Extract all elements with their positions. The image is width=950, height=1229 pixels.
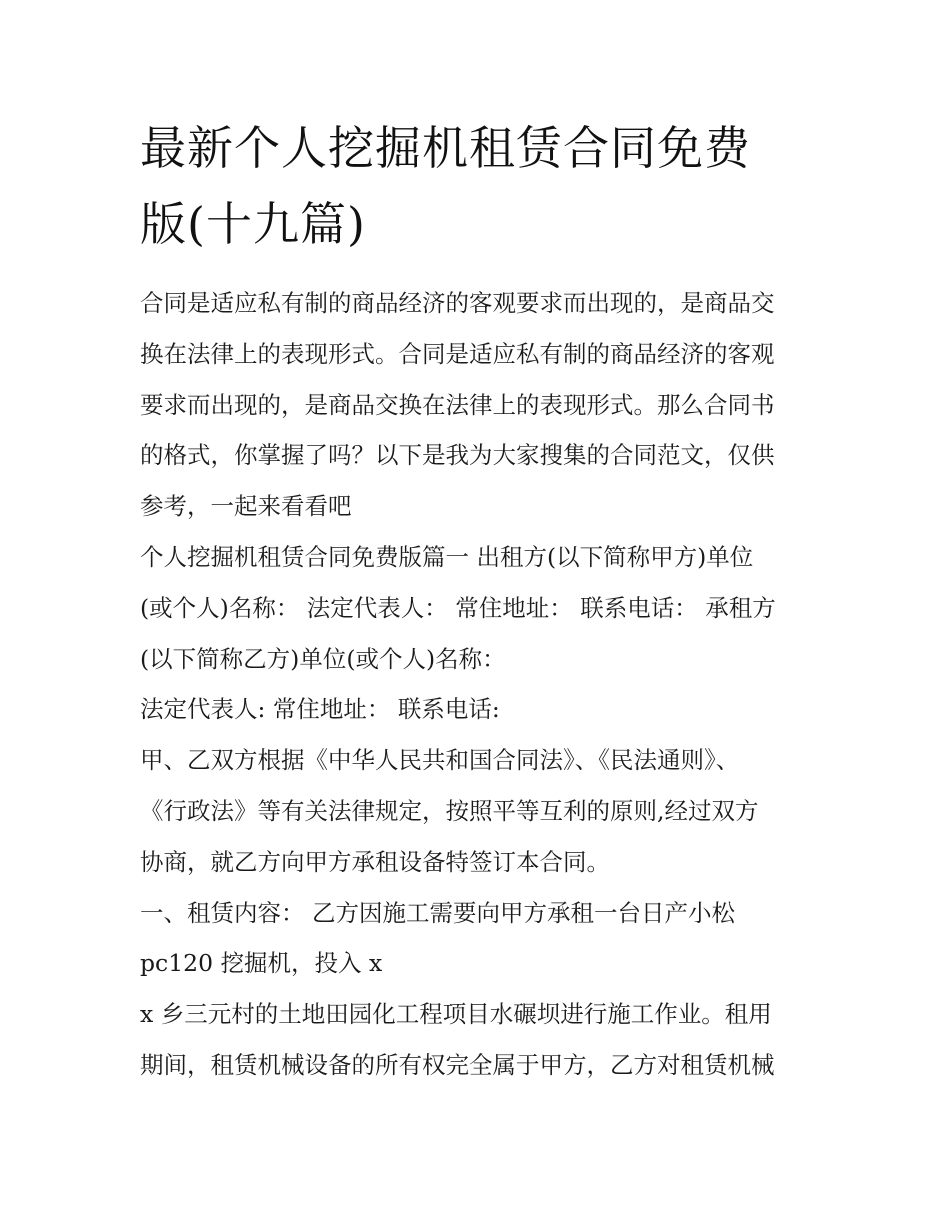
title-line-2: 版(十九篇) xyxy=(140,197,366,251)
body-line: 换在法律上的表现形式。合同是适应私有制的商品经济的客观 xyxy=(140,339,775,368)
body-line: 要求而出现的，是商品交换在法律上的表现形式。那么合同书 xyxy=(140,390,775,419)
body-line: 一、租赁内容： 乙方因施工需要向甲方承租一台日产小松 xyxy=(140,898,735,927)
body-line: x 乡三元村的土地田园化工程项目水碾坝进行施工作业。租用 xyxy=(140,1000,772,1029)
body-line: 个人挖掘机租赁合同免费版篇一 出租方(以下简称甲方)单位 xyxy=(140,542,754,571)
body-line: (或个人)名称： 法定代表人： 常住地址： 联系电话： 承租方 xyxy=(140,593,776,622)
body-line: 甲、乙双方根据《中华人民共和国合同法》、《民法通则》、 xyxy=(140,746,740,775)
body-line: 的格式，你掌握了吗？以下是我为大家搜集的合同范文，仅供 xyxy=(140,441,775,470)
body-line: 法定代表人: 常住地址： 联系电话: xyxy=(140,695,500,724)
body-line: 期间，租赁机械设备的所有权完全属于甲方，乙方对租赁机械 xyxy=(140,1050,775,1079)
document-body xyxy=(140,278,820,1091)
body-line: 参考，一起来看看吧 xyxy=(140,492,352,521)
body-line: 《行政法》等有关法律规定，按照平等互利的原则,经过双方 xyxy=(140,796,759,825)
body-line: 合同是适应私有制的商品经济的客观要求而出现的，是商品交 xyxy=(140,289,775,317)
body-line: 协商，就乙方向甲方承租设备特签订本合同。 xyxy=(140,847,610,876)
body-line: (以下简称乙方)单位(或个人)名称： xyxy=(140,644,506,673)
title-line-1: 最新个人挖掘机租赁合同免费 xyxy=(140,121,751,175)
document-title xyxy=(140,110,820,262)
body-line: pc120 挖掘机，投入 x xyxy=(140,949,383,978)
